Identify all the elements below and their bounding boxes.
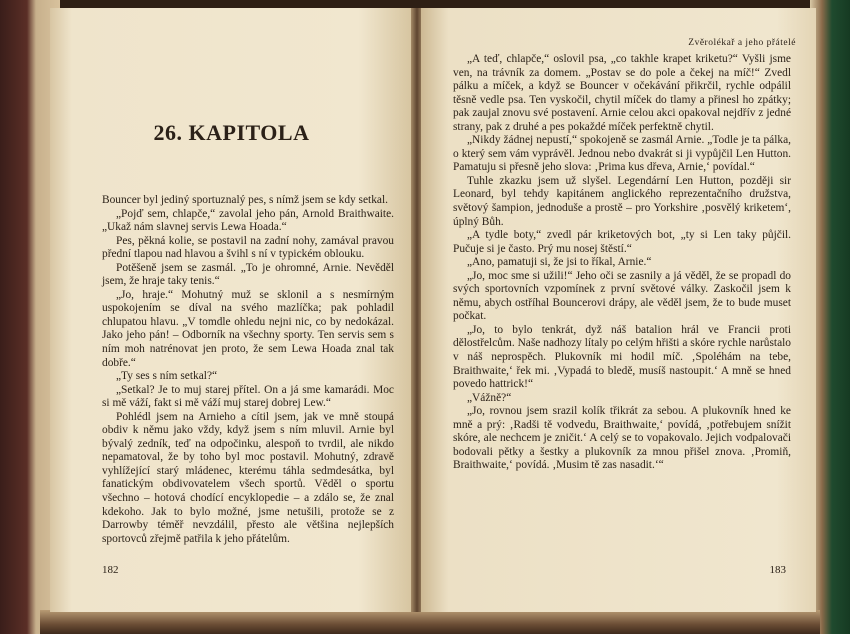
paragraph: „Nikdy žádnej nepustí,“ spokojeně se zasmál Arnie. „Todle je ta pálka, o který sem vám vyprávěl. Jednou nebo dvakrát si ji vypůjčil Len Hutton. Pamatuju si přesně jeho slova: ‚Prima kus dřeva, Arnie,‘ povídal.“ <box>453 134 791 174</box>
running-head: Zvěrolékař a jeho přátelé <box>688 38 796 48</box>
paragraph: Pohlédl jsem na Arnieho a cítil jsem, jak ve mně stoupá obdiv k němu jako vždy, když jsem s ním mluvil. Arnie byl bývalý zedník, teď na odpočinku, alespoň to tvrdil, ale nikdo nepamatoval, že by toho byl moc postavil. Mohutný, zdravě vyhlížející starý mládenec, kterému táhla sedmdesátka, byl fanatickým obdivovatelem všech sportů. Věděl o sportu všechno – hotová chodící encyklopedie – a zdálo se, že znal kdekoho. Jak to bylo možné, jsme netušili, protože se z Darrowby téměř nevzdálil, přesto ale většina nejlepších sportovců zřejmě patřila k jeho přátelům. <box>102 410 394 545</box>
paragraph: „Pojď sem, chlapče,“ zavolal jeho pán, Arnold Braithwaite. „Ukaž nám slavnej servis Lewa Hoada.“ <box>102 207 394 234</box>
paragraph: Bouncer byl jediný sportuznalý pes, s nímž jsem se kdy setkal. <box>102 194 388 206</box>
paragraph: „Ty ses s ním setkal?“ <box>116 370 218 383</box>
page-number: 183 <box>769 564 786 576</box>
paragraph: „Vážně?“ <box>467 391 512 404</box>
left-page-body <box>102 194 394 546</box>
paragraph: „Setkal? Je to muj starej přítel. On a já sme kamarádi. Moc si mě váží, fakt si mě váží muj starej dobrej Lew.“ <box>102 383 394 410</box>
paragraph: „Jo, to bylo tenkrát, dyž náš batalion hrál ve Francii proti dělostřelcům. Naše nadhozy lítaly po celým hřišti a skóre rychle narůstalo v náš neprospěch. Plukovník mi hodil míč. ‚Spoléhám na tebe, Braithwaite,‘ řek mi. ‚Vypadá to bledě, musíš nastoupit.‘ A mně se hned povedo hattrick!“ <box>453 323 791 391</box>
paragraph: „Jo, moc sme si užili!“ Jeho oči se zasnily a já věděl, že se propadl do svých sportovních vzpomínek z první světové války. Zaskočil jsem k němu, abych ostříhal Bouncerovi drápy, ale věděl jsem, že to bude muset počkat. <box>453 269 791 323</box>
left-page <box>50 8 413 612</box>
paragraph: Potěšeně jsem se zasmál. „To je ohromné, Arnie. Nevěděl jsem, že hraje taky tenis.“ <box>102 261 394 288</box>
paragraph: „Ano, pamatuji si, že jsi to říkal, Arnie.“ <box>467 256 652 269</box>
paragraph: „A tydle boty,“ zvedl pár kriketových bot, „ty si Len taky půjčil. Pučuje si je často. Prý mu nosej štěstí.“ <box>453 229 791 255</box>
right-page-body <box>453 53 791 473</box>
page-number: 182 <box>102 564 119 576</box>
right-page <box>421 8 816 612</box>
book-cover-right-edge <box>810 0 850 634</box>
paragraph: „Jo, rovnou jsem srazil kolík třikrát za sebou. A plukovník hned ke mně a prý: ‚Radši tě vodvedu, Braithwaite,‘ povídá, ‚potřebujem snížit skóre, ale nechcem je zničit.‘ A celý se to vopakovalo. Jejich vodpalovači bodovali pětky a šestky a plukovník za mnou přišel znova. ‚Promiň, Braithwaite,‘ povídá. ‚Musim tě zas nasadit.‘“ <box>453 405 791 472</box>
paragraph: Tuhle zkazku jsem už slyšel. Legendární Len Hutton, později sir Leonard, byl tehdy kapitánem anglického reprezentačního družstva, světový šampion, jednoduše a prostě – pro Yorkshire ‚posvělý kriketem‘, úplný Bůh. <box>453 174 791 228</box>
paragraph: Pes, pěkná kolie, se postavil na zadní nohy, zamával pravou přední tlapou nad hlavou a švihl s ní v typickém oblouku. <box>102 234 394 261</box>
page-stack-bottom <box>40 610 820 634</box>
paragraph: „A teď, chlapče,“ oslovil psa, „co takhle krapet kriketu?“ Vyšli jsme ven, na trávník za domem. „Postav se do pole a čekej na míč!“ Zvedl pálku a míček, a když se Bouncer v očekávání přikrčil, rychle odpálil těsně vedle psa. Ten vyskočil, chytil míček do tlamy a přinesl ho zpátky; pak zaujal znovu své postavení. Arnie celou akci opakoval nejdřív z jedné strany, pak z druhé a pes pokaždé míček perfektně chytil. <box>453 53 791 133</box>
paragraph: „Jo, hraje.“ Mohutný muž se sklonil a s nesmírným uspokojením se díval na svého mazlíčka; pak pohladil chlupatou hlavu. „V tomdle ohledu nejni nic, co by nedokázal. Jako jeho pán! – Odborník na všechny sporty. Ten servis sem s ním moh natrénovat jen proto, že sem Lewa Hoada znal tak dobře.“ <box>102 288 394 369</box>
chapter-title: 26. KAPITOLA <box>153 120 310 145</box>
